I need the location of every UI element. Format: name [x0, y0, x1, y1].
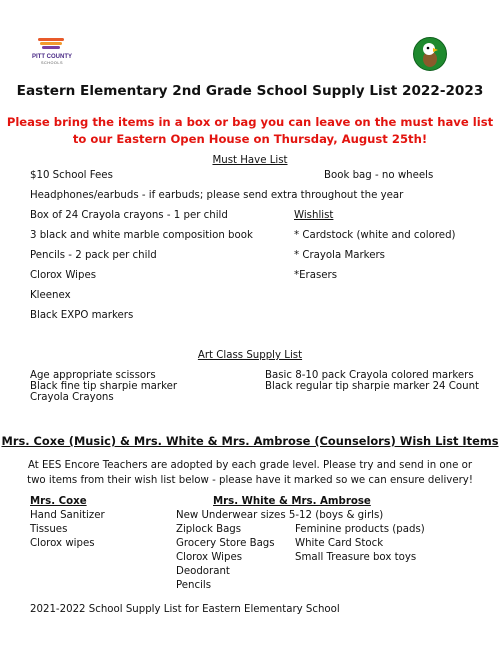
white-item: Small Treasure box toys	[295, 552, 417, 563]
bookbag-item: Book bag - no wheels	[324, 170, 434, 181]
art-item: Basic 8-10 pack Crayola colored markers	[265, 370, 474, 381]
eagle-mascot-logo	[413, 37, 447, 71]
encore-heading: Mrs. Coxe (Music) & Mrs. White & Mrs. Ambrose (Counselors) Wish List Items	[1, 434, 499, 448]
pitt-county-schools-logo	[30, 38, 74, 68]
footer-text: 2021-2022 School Supply List for Eastern Elementary School	[30, 604, 340, 615]
list-item: 3 black and white marble composition book	[30, 230, 253, 241]
white-item: Ziplock Bags	[176, 524, 242, 535]
list-item: Black EXPO markers	[30, 310, 134, 321]
white-item: Pencils	[176, 580, 212, 591]
art-item: Black regular tip sharpie marker 24 Count	[265, 381, 480, 392]
coxe-item: Tissues	[30, 524, 68, 535]
coxe-heading: Mrs. Coxe	[30, 496, 87, 507]
wishlist-item: *Erasers	[294, 270, 338, 281]
white-item: Feminine products (pads)	[295, 524, 425, 535]
white-item: Grocery Store Bags	[176, 538, 275, 549]
list-item: $10 School Fees	[30, 170, 113, 181]
notice-text: Please bring the items in a box or bag you can leave on the must have list to our Eastern Open House on Thursday, August 25th!	[6, 115, 494, 146]
white-item: Clorox Wipes	[176, 552, 243, 563]
wishlist-heading: Wishlist	[294, 210, 334, 221]
white-item: Deodorant	[176, 566, 230, 577]
white-heading: Mrs. White & Mrs. Ambrose	[213, 496, 371, 507]
list-item: Kleenex	[30, 290, 71, 301]
must-have-heading: Must Have List	[212, 155, 288, 166]
logo-line1: PITT COUNTY	[32, 54, 72, 60]
art-item: Crayola Crayons	[30, 392, 114, 403]
art-item: Age appropriate scissors	[30, 370, 156, 381]
list-item: Clorox Wipes	[30, 270, 97, 281]
white-item: White Card Stock	[295, 538, 384, 549]
wishlist-item: * Crayola Markers	[294, 250, 385, 261]
wishlist-item: * Cardstock (white and colored)	[294, 230, 456, 241]
coxe-item: Hand Sanitizer	[30, 510, 105, 521]
coxe-item: Clorox wipes	[30, 538, 95, 549]
page-title: Eastern Elementary 2nd Grade School Supply List 2022-2023	[16, 83, 484, 99]
list-item: Headphones/earbuds - if earbuds; please send extra throughout the year	[30, 190, 404, 201]
art-item: Black fine tip sharpie marker	[30, 381, 178, 392]
art-heading: Art Class Supply List	[197, 350, 303, 361]
encore-intro-line2: two items from their wish list below - please have it marked so we can ensure delivery!	[27, 475, 473, 486]
logo-line2: SCHOOLS	[40, 61, 64, 65]
list-item: Box of 24 Crayola crayons - 1 per child	[30, 210, 228, 221]
white-item: New Underwear sizes 5-12 (boys & girls)	[176, 510, 384, 521]
encore-intro-line1: At EES Encore Teachers are adopted by each grade level. Please try and send in one or	[27, 460, 473, 471]
list-item: Pencils - 2 pack per child	[30, 250, 157, 261]
